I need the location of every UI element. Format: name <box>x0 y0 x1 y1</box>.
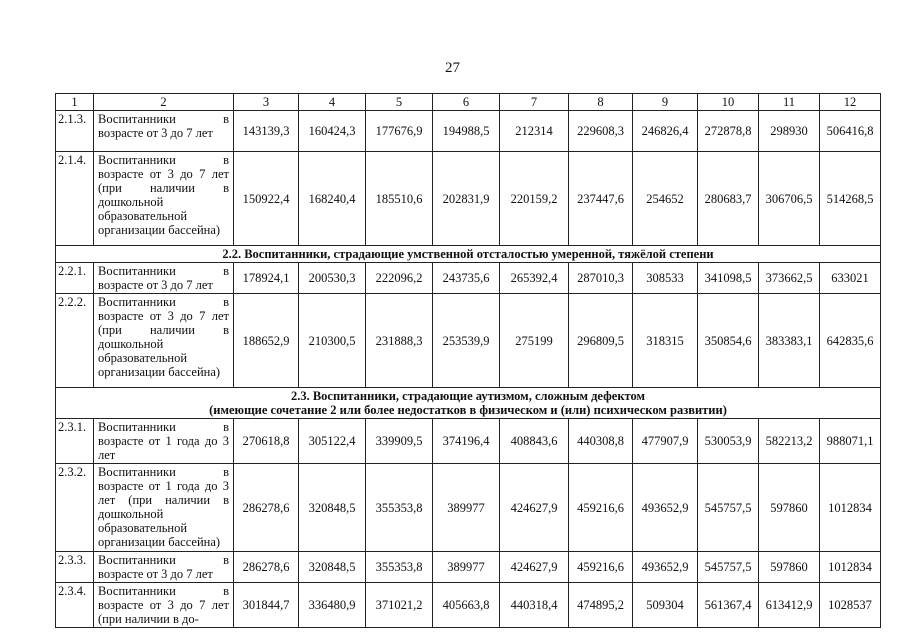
value-cell: 642835,6 <box>820 294 881 388</box>
value-cell: 341098,5 <box>698 263 759 294</box>
table-row <box>56 263 881 294</box>
value-cell: 355353,8 <box>366 464 433 552</box>
value-cell: 308533 <box>633 263 698 294</box>
table-row <box>56 583 881 628</box>
value-cell: 305122,4 <box>299 419 366 464</box>
row-description: Воспитанники в возрасте от 1 года до 3 лет <box>94 419 234 464</box>
value-cell: 440318,4 <box>500 583 569 628</box>
header-cell: 1 <box>56 94 94 111</box>
section-heading-line: (имеющие сочетание 2 или более недостатков в физическом и (или) психическом развитии) <box>209 403 727 417</box>
value-cell: 286278,6 <box>234 552 299 583</box>
value-cell: 613412,9 <box>759 583 820 628</box>
value-cell: 633021 <box>820 263 881 294</box>
header-cell: 8 <box>569 94 633 111</box>
section-heading-line: 2.2. Воспитанники, страдающие умственной отсталостью умеренной, тяжёлой степени <box>222 247 714 261</box>
value-cell: 1028537 <box>820 583 881 628</box>
value-cell: 143139,3 <box>234 111 299 152</box>
value-cell: 350854,6 <box>698 294 759 388</box>
value-cell: 275199 <box>500 294 569 388</box>
value-cell: 1012834 <box>820 464 881 552</box>
value-cell: 194988,5 <box>433 111 500 152</box>
value-cell: 493652,9 <box>633 552 698 583</box>
value-cell: 222096,2 <box>366 263 433 294</box>
value-cell: 383383,1 <box>759 294 820 388</box>
row-description: Воспитанники в возрасте от 3 до 7 лет <box>94 263 234 294</box>
value-cell: 477907,9 <box>633 419 698 464</box>
value-cell: 231888,3 <box>366 294 433 388</box>
header-cell: 4 <box>299 94 366 111</box>
value-cell: 185510,6 <box>366 152 433 246</box>
value-cell: 188652,9 <box>234 294 299 388</box>
value-cell: 474895,2 <box>569 583 633 628</box>
row-description: Воспитанники в возрасте от 3 до 7 лет (при наличии в дошкольной образовательной организации бассейна) <box>94 152 234 246</box>
section-heading-line: 2.3. Воспитанники, страдающие аутизмом, сложным дефектом <box>290 389 646 403</box>
value-cell: 459216,6 <box>569 552 633 583</box>
value-cell: 440308,8 <box>569 419 633 464</box>
value-cell: 301844,7 <box>234 583 299 628</box>
row-description: Воспитанники в возрасте от 3 до 7 лет (при наличии в до- <box>94 583 234 628</box>
value-cell: 493652,9 <box>633 464 698 552</box>
row-description: Воспитанники в возрасте от 3 до 7 лет <box>94 552 234 583</box>
value-cell: 339909,5 <box>366 419 433 464</box>
value-cell: 424627,9 <box>500 464 569 552</box>
header-cell: 3 <box>234 94 299 111</box>
value-cell: 253539,9 <box>433 294 500 388</box>
header-cell: 9 <box>633 94 698 111</box>
header-cell: 12 <box>820 94 881 111</box>
section-heading <box>56 246 881 263</box>
value-cell: 1012834 <box>820 552 881 583</box>
value-cell: 320848,5 <box>299 464 366 552</box>
value-cell: 336480,9 <box>299 583 366 628</box>
row-code: 2.1.4. <box>56 152 94 246</box>
value-cell: 389977 <box>433 552 500 583</box>
row-code: 2.2.1. <box>56 263 94 294</box>
value-cell: 210300,5 <box>299 294 366 388</box>
value-cell: 371021,2 <box>366 583 433 628</box>
value-cell: 200530,3 <box>299 263 366 294</box>
value-cell: 254652 <box>633 152 698 246</box>
value-cell: 373662,5 <box>759 263 820 294</box>
value-cell: 318315 <box>633 294 698 388</box>
value-cell: 229608,3 <box>569 111 633 152</box>
table-body <box>56 94 881 628</box>
value-cell: 298930 <box>759 111 820 152</box>
row-description: Воспитанники в возрасте от 3 до 7 лет <box>94 111 234 152</box>
value-cell: 306706,5 <box>759 152 820 246</box>
row-code: 2.3.4. <box>56 583 94 628</box>
row-code: 2.3.2. <box>56 464 94 552</box>
value-cell: 424627,9 <box>500 552 569 583</box>
value-cell: 988071,1 <box>820 419 881 464</box>
value-cell: 545757,5 <box>698 552 759 583</box>
value-cell: 265392,4 <box>500 263 569 294</box>
value-cell: 287010,3 <box>569 263 633 294</box>
row-code: 2.2.2. <box>56 294 94 388</box>
value-cell: 150922,4 <box>234 152 299 246</box>
value-cell: 272878,8 <box>698 111 759 152</box>
value-cell: 243735,6 <box>433 263 500 294</box>
header-cell: 7 <box>500 94 569 111</box>
page-number: 27 <box>445 60 460 76</box>
table-row <box>56 111 881 152</box>
value-cell: 237447,6 <box>569 152 633 246</box>
value-cell: 246826,4 <box>633 111 698 152</box>
row-code: 2.1.3. <box>56 111 94 152</box>
value-cell: 220159,2 <box>500 152 569 246</box>
header-cell: 5 <box>366 94 433 111</box>
section-heading-row <box>56 246 881 263</box>
value-cell: 374196,4 <box>433 419 500 464</box>
value-cell: 561367,4 <box>698 583 759 628</box>
value-cell: 320848,5 <box>299 552 366 583</box>
value-cell: 286278,6 <box>234 464 299 552</box>
value-cell: 582213,2 <box>759 419 820 464</box>
value-cell: 545757,5 <box>698 464 759 552</box>
value-cell: 202831,9 <box>433 152 500 246</box>
table-row <box>56 552 881 583</box>
value-cell: 160424,3 <box>299 111 366 152</box>
value-cell: 177676,9 <box>366 111 433 152</box>
value-cell: 530053,9 <box>698 419 759 464</box>
value-cell: 280683,7 <box>698 152 759 246</box>
header-cell: 6 <box>433 94 500 111</box>
value-cell: 355353,8 <box>366 552 433 583</box>
value-cell: 270618,8 <box>234 419 299 464</box>
row-code: 2.3.1. <box>56 419 94 464</box>
value-cell: 509304 <box>633 583 698 628</box>
row-code: 2.3.3. <box>56 552 94 583</box>
header-cell: 11 <box>759 94 820 111</box>
value-cell: 408843,6 <box>500 419 569 464</box>
header-cell: 2 <box>94 94 234 111</box>
table-row <box>56 419 881 464</box>
header-row <box>56 94 881 111</box>
table-row <box>56 152 881 246</box>
header-cell: 10 <box>698 94 759 111</box>
value-cell: 178924,1 <box>234 263 299 294</box>
value-cell: 459216,6 <box>569 464 633 552</box>
row-description: Воспитанники в возрасте от 3 до 7 лет (при наличии в дошкольной образовательной организации бассейна) <box>94 294 234 388</box>
section-heading <box>56 388 881 419</box>
value-cell: 506416,8 <box>820 111 881 152</box>
value-cell: 212314 <box>500 111 569 152</box>
table-row <box>56 464 881 552</box>
table-row <box>56 294 881 388</box>
row-description: Воспитанники в возрасте от 1 года до 3 лет (при наличии в дошкольной образовательной организации бассейна) <box>94 464 234 552</box>
value-cell: 514268,5 <box>820 152 881 246</box>
value-cell: 296809,5 <box>569 294 633 388</box>
value-cell: 389977 <box>433 464 500 552</box>
value-cell: 597860 <box>759 464 820 552</box>
value-cell: 405663,8 <box>433 583 500 628</box>
tariff-table <box>55 93 881 628</box>
value-cell: 597860 <box>759 552 820 583</box>
section-heading-row <box>56 388 881 419</box>
value-cell: 168240,4 <box>299 152 366 246</box>
